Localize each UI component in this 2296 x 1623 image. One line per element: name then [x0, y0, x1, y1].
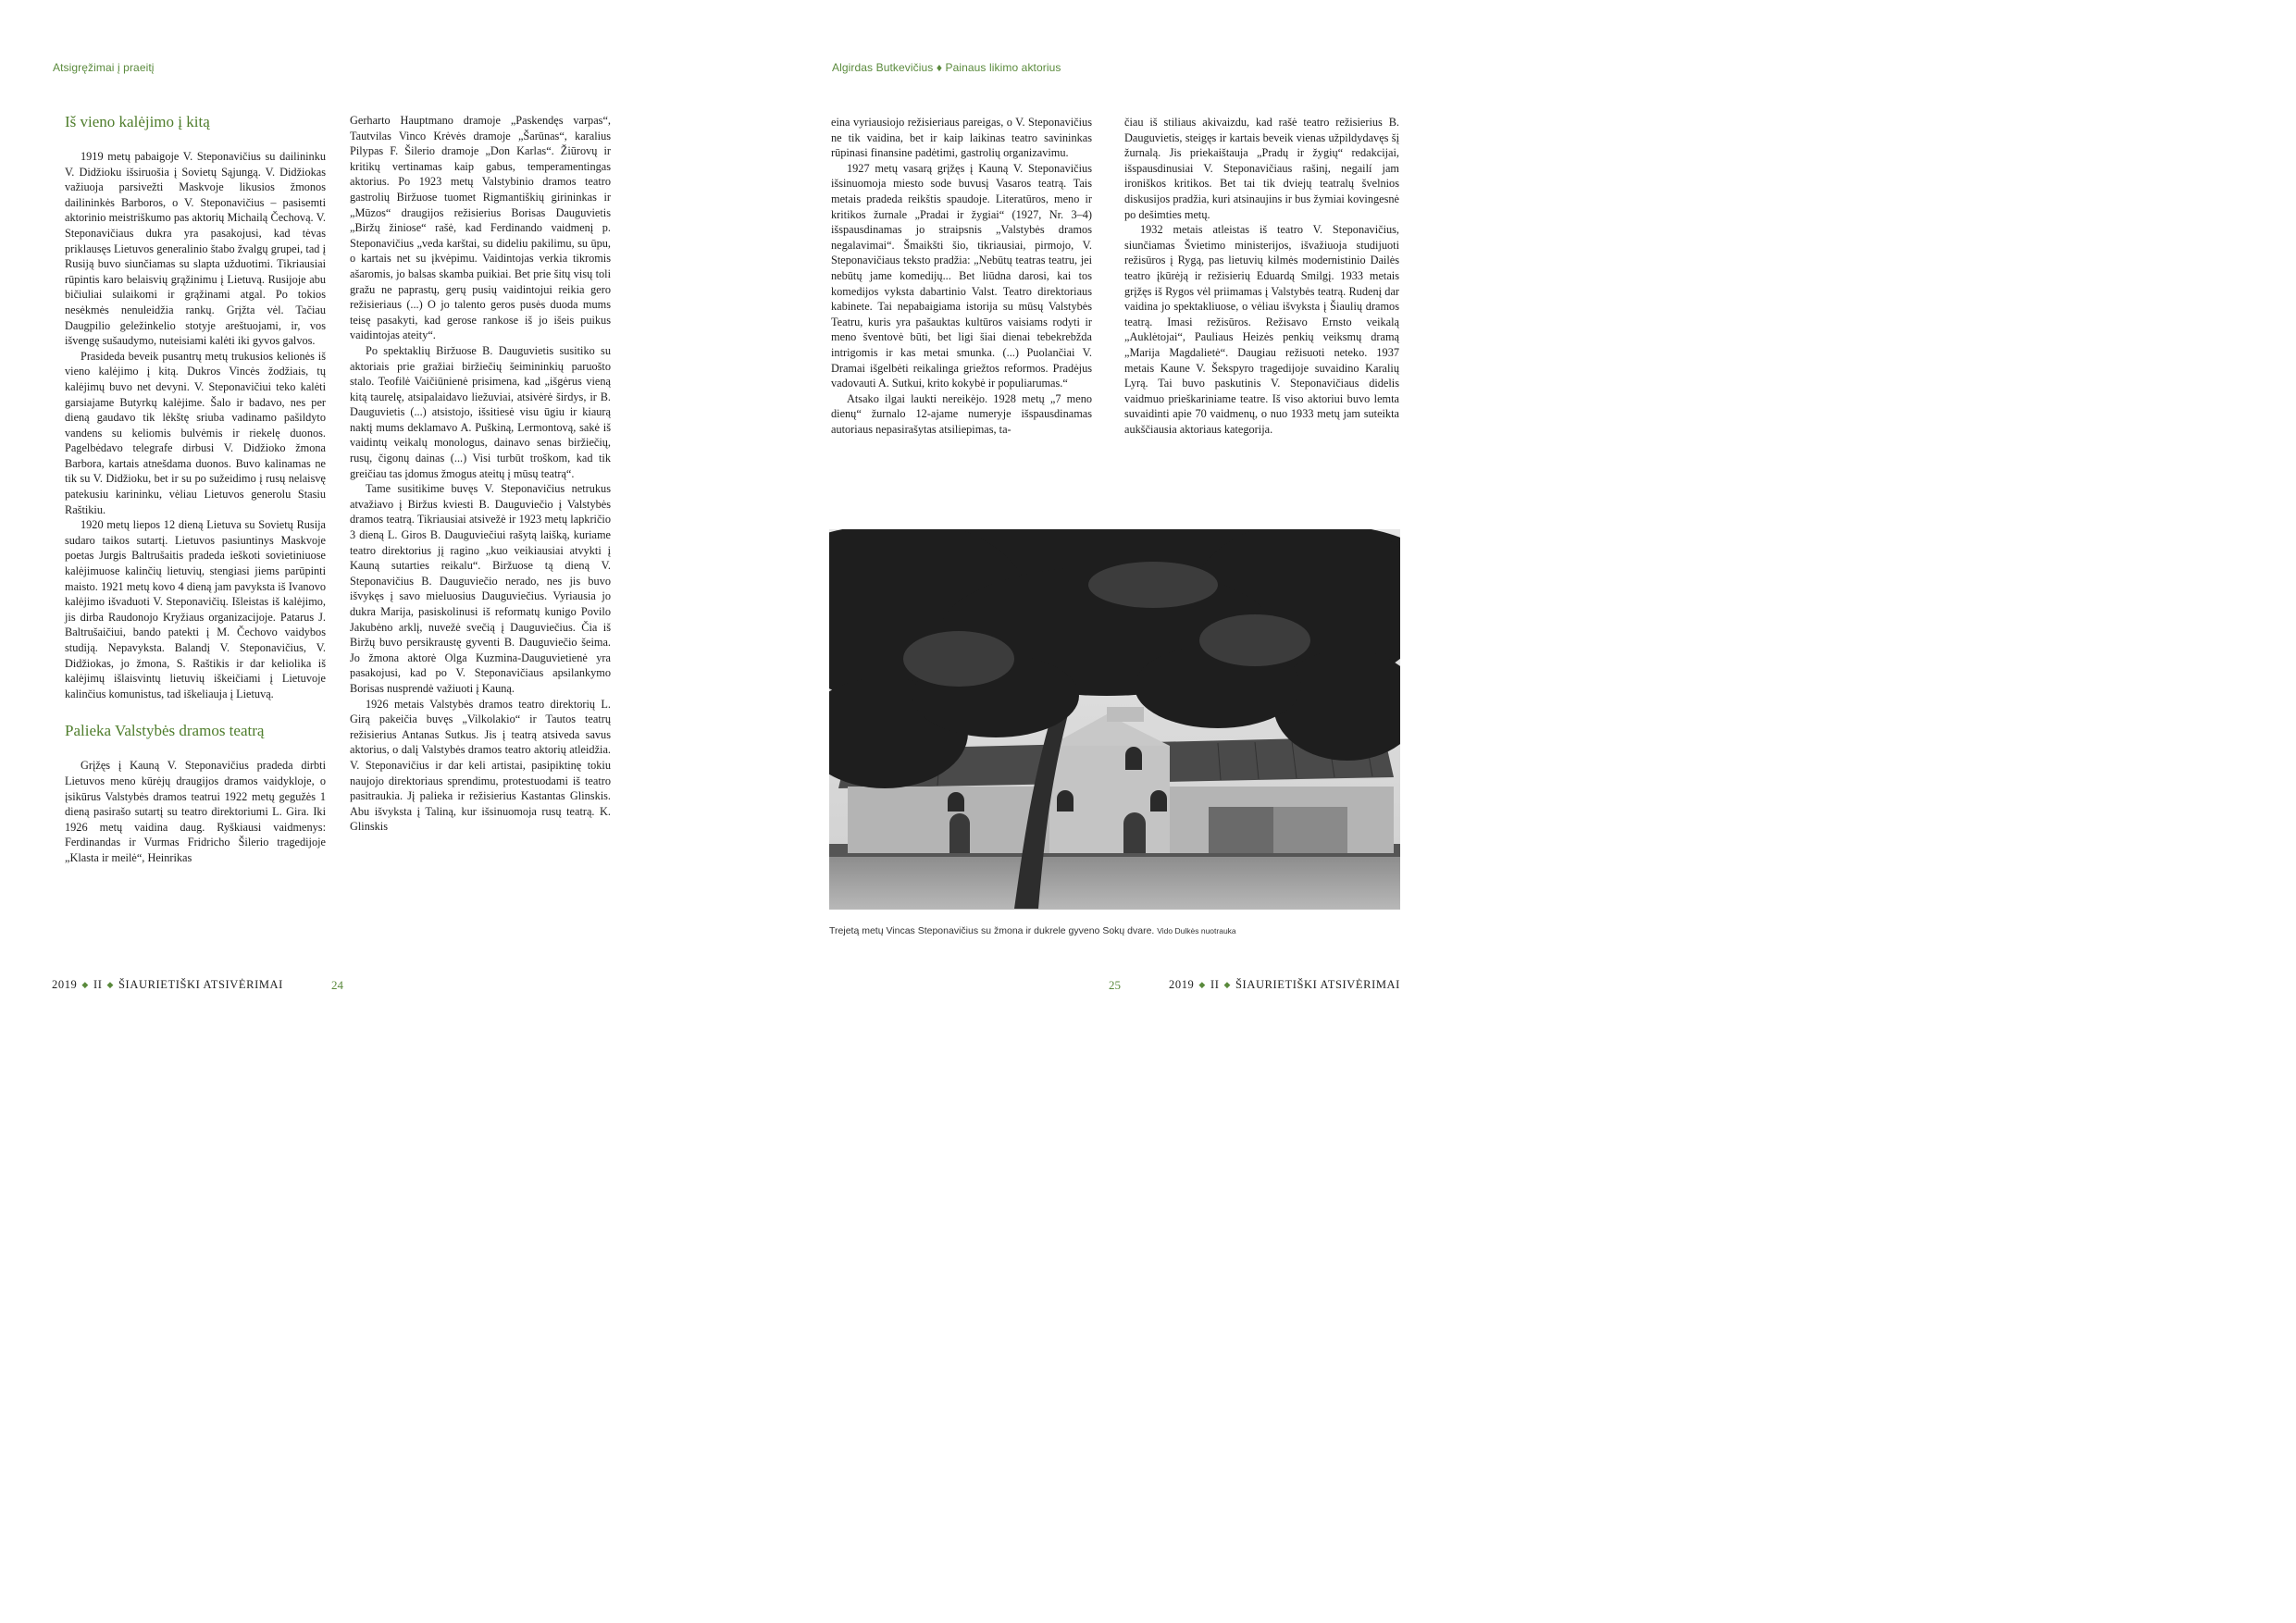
running-header-right: Algirdas Butkevičius ♦ Painaus likimo aktorius [832, 61, 1061, 74]
paragraph: 1932 metais atleistas iš teatro V. Steponavičius, siunčiamas Švietimo ministerijos, išvažiuoja studijuoti režisūros į Rygą, pas lietuvių kilmės modernistinio Dailės teatro įkūrėją ir režisierių Eduardą Smilgį. 1933 metais grįžęs iš Rygos vėl priimamas į Valstybės teatrą. Rudenį dar vaidina jo spektakliuose, o vėliau išvyksta į Šiaulių dramos teatrą. Imasi režisūros. Režisavo Ernsto veikalą „Auklėtojai“, Pauliaus Heizės penkių veiksmų dramą „Marija Magdalietė“. Daugiau režisuoti neteko. 1937 metais Kaune V. Šekspyro tragedijoje suvaidino Karalių Lyrą. Tai buvo paskutinis V. Steponavičiaus didelis vaidmuo prieškariniame teatre. Iš viso aktoriui buvo lemta suvaidinti apie 70 vaidmenų, o nuo 1933 metų jam suteikta aukščiausia aktoriaus kategorija. [1124, 223, 1399, 436]
text-column-2 [350, 113, 611, 835]
paragraph: Gerharto Hauptmano dramoje „Paskendęs varpas“, Tautvilas Vinco Krėvės dramoje „Šarūnas“, karalius Pilypas F. Šilerio dramoje „Don Karlas“. Žiūrovų ir kritikų vertinamas kaip gabus, temperamentingas aktorius. Po 1923 metų Valstybinio dramos teatro gastrolių Biržuose tuomet Rigmantiškių girininkas ir „Mūzos“ draugijos režisierius Borisas Dauguvietis „Biržų žiniose“ rašė, kad Ferdinando vaidmenį p. Steponavičius „veda karštai, su dideliu pakilimu, su ūpu, o kartais net su įkvėpimu. Vaidintojas verkia tikromis ašaromis, jo balsas skamba puikiai. Bet prie šitų visų toli gražu ne paprastų, gerų pusių vaidintojui reikia gero režisieriaus (...) O jo talento geros pusės duoda mums teisę pasakyti, kad gerose rankose iš jo išeis puikus vaidintojas ateity“. [350, 114, 611, 342]
caption-text: Trejetą metų Vincas Steponavičius su žmona ir dukrele gyveno Sokų dvare. [829, 925, 1155, 936]
footer-magazine-title: ŠIAURIETIŠKI ATSIVĖRIMAI [1235, 978, 1400, 991]
text-column-3 [831, 115, 1092, 437]
manor-photo-illustration [829, 529, 1400, 910]
section-heading-1: Iš vieno kalėjimo į kitą [65, 113, 210, 130]
paragraph: Grįžęs į Kauną V. Steponavičius pradeda dirbti Lietuvos meno kūrėjų draugijos dramos vaidykloje, o įsikūrus Valstybės dramos teatrui 1922 metų gegužės 1 dieną pasirašo sutartį su teatro direktoriumi L. Gira. Iki 1926 metų vaidina daug. Ryškiausi vaidmenys: Ferdinandas ir Vurmas Fridricho Šilerio tragedijoje „Klasta ir meilė“, Heinrikas [65, 759, 326, 864]
paragraph: eina vyriausiojo režisieriaus pareigas, o V. Steponavičius ne tik vaidina, bet ir kaip laikinas teatro savininkas rūpinasi finansine padėtimi, gastrolių organizavimu. [831, 116, 1092, 160]
photo-credit: Vido Dulkės nuotrauka [1157, 926, 1236, 935]
paragraph: 1926 metais Valstybės dramos teatro direktorių L. Girą pakeičia buvęs „Vilkolakio“ ir Tautos teatrų režisierius Antanas Sutkus. Jis į teatrą atsiveda savus aktorius, o dalį Valstybės dramos teatro aktorių atleidžia. V. Steponavičius ir dar keli artistai, pasipiktinę tokiu naujojo direktoriaus sprendimu, protestuodami iš teatro pasitraukia. Jį palieka ir režisierius Kastantas Glinskis. Abu išvyksta į Taliną, kur išsinuomoja rusų teatrą. K. Glinskis [350, 697, 611, 834]
manor-photo [829, 529, 1400, 910]
text-column-4 [1124, 115, 1399, 437]
footer-year: 2019 [1169, 978, 1195, 991]
paragraph: Tame susitikime buvęs V. Steponavičius netrukus atvažiavo į Biržus kviesti B. Dauguviečio į Valstybės dramos teatrą. Tikriausiai atsivežė ir 1923 metų lapkričio 3 dieną L. Giros B. Dauguviečiui rašytą laišką, kuriame teatro direktorius jį ragino „kuo veikiausiai atvykti į Kauną sutarties reikalu“. Biržuose tą dieną V. Steponavičius B. Dauguviečio nerado, nes jis buvo išvykęs į savo mieluosius Dauguviečius. Vyriausia jo dukra Marija, pasiskolinusi iš reformatų kunigo Povilo Jakubėno arklį, nuvežė svečią į Dauguviečius. Čia iš Biržų buvo persikraustę gyventi B. Dauguviečio šeima. Jo žmona aktorė Olga Kuzmina-Dauguvietienė yra pasakojusi, kad po V. Steponavičiaus apsilankymo Borisas nusprendė važiuoti į Kauną. [350, 482, 611, 695]
footer-left [52, 978, 283, 992]
diamond-icon: ◆ [1198, 980, 1206, 989]
paragraph: Atsako ilgai laukti nereikėjo. 1928 metų „7 meno dienų“ žurnalo 12-ajame numeryje išspausdinamas autoriaus nepasirašytas atsiliepimas, ta- [831, 391, 1092, 436]
paragraph: čiau iš stiliaus akivaizdu, kad rašė teatro režisierius B. Dauguvietis, steigęs ir kartais beveik vienas užpildydavęs šį žurnalą. Jis priekaištauja „Pradų ir žygių“ redakcijai, išspausdinusiai V. Steponavičiaus rašinį, negailí jam ironiškos kritikos. Bet tai tik dviejų teatralų švelnios diskusijos pradžia, kuri atsinaujins ir bus žymiai kovingesnė po dešimties metų. [1124, 116, 1399, 221]
section-heading-2: Palieka Valstybės dramos teatrą [65, 722, 265, 740]
paragraph: 1920 metų liepos 12 dieną Lietuva su Sovietų Rusija sudaro taikos sutartį. Lietuvos pasiuntinys Maskvoje poetas Jurgis Baltrušaitis pradeda ieškoti sovietiniuose kalėjimuose kalinčių lietuvių, stengiasi jiems parūpinti maisto. 1921 metų kovo 4 dieną jam pavyksta iš Ivanovo kalėjimo išvaduoti V. Steponavičių. Išleistas iš kalėjimo, jis dirba Raudonojo Kryžiaus organizacijoje. Patarus J. Baltrušaičiui, bando patekti į M. Čechovo vaidybos studiją. Nepavyksta. Balandį V. Steponavičius, V. Didžiokas, jo žmona, S. Raštikis ir dar keliolika iš kalėjimų išlaisvintų lietuvių iškeičiami į Lietuvoje kalinčius komunistus, tad iškeliauja į Lietuvą. [65, 518, 326, 700]
footer-magazine-title: ŠIAURIETIŠKI ATSIVĖRIMAI [118, 978, 283, 991]
diamond-icon: ◆ [106, 980, 114, 989]
paragraph: Prasideda beveik pusantrų metų trukusios kelionės iš vieno kalėjimo į kitą. Dukros Vincės žodžiais, tų kalėjimų buvo net devyni. V. Steponavičiui teko kalėti garsiajame Butyrkų kalėjime. Šalo ir badavo, nes per dieną gaudavo tik lėkštę sriuba vadinamo pašildyto vandens su keliomis bulvėmis ir riekelę duonos. Pagelbėdavo telegrafe dirbusi V. Didžioko žmona Barbora, kartais atnešdama duonos. Buvo kalinamas ne tik su V. Didžioku, bet ir su po sužeidimo į rusų nelaisvę patekusiu karininku, vėliau Lietuvos generolu Stasiu Raštikiu. [65, 349, 326, 516]
diamond-icon: ◆ [1223, 980, 1231, 989]
footer-issue: II [1210, 978, 1220, 991]
photo-caption [829, 925, 1236, 936]
running-header-left: Atsigręžimai į praeitį [53, 61, 155, 74]
footer-year: 2019 [52, 978, 78, 991]
footer-right [1169, 978, 1400, 992]
paragraph: 1927 metų vasarą grįžęs į Kauną V. Steponavičius išsinuomoja miesto sode buvusį Vasaros teatrą. Tais metais pradeda reikštis spaudoje. Literatūros, meno ir kritikos žurnale „Pradai ir žygiai“ (1927, Nr. 3–4) išspausdinamas jo straipsnis „Valstybės dramos negalavimai“. Šmaikšti šio, tikriausiai, pirmojo, V. Steponavičiaus teksto pradžia: „Nebūtų teatras teatru, jei nebūtų jame komedijų... Bet liūdna darosi, kai tos komedijos vyksta dabartinio Valst. Teatro direktoriaus kabinete. Tai nepabaigiama istorija su mūsų Valstybės Teatru, kuris yra pašauktas kultūros vaisiams rodyti ir meno šventovė būti, bet ligi šiai dienai tebekrebžda intrigomis ir kas metai smunka. (...) Puolančiai V. Dramai išgelbėti reikalinga griežtos reformos. Pradėjus vadovauti A. Sutkui, krito kokybė ir populiarumas.“ [831, 161, 1092, 390]
page-number-left: 24 [331, 978, 343, 992]
page-number-right: 25 [1109, 978, 1121, 992]
paragraph: 1919 metų pabaigoje V. Steponavičius su dailininku V. Didžioku išsiruošia į Sovietų Sąjungą. V. Didžiokas važiuoja parsivežti Maskvoje likusios žmonos dailininkės Barboros, o V. Steponavičius – pasisemti aktorinio meistriškumo pas aktorių Michailą Čechovą. V. Steponavičiaus dukra yra pasakojusi, kad tėvas priklausęs Lietuvos generalinio štabo žvalgų grupei, tad į Rusiją buvo siunčiamas su slapta užduotimi. Tikriausiai rūpintis karo belaisvių grąžinimu į Lietuvą. Rusijoje abu bičiuliai sulaikomi ir grąžinami atgal. Po tokios nesėkmės nenuleidžia rankų. Grįžta vėl. Tačiau Daugpilio geležinkelio stotyje areštuojami, ir, vos išvengę sušaudymo, nuteisiami kalėti iki gyvos galvos. [65, 150, 326, 348]
text-column-1 [65, 113, 326, 866]
diamond-icon: ◆ [81, 980, 89, 989]
paragraph: Po spektaklių Biržuose B. Dauguvietis susitiko su aktoriais prie gražiai biržiečių šeimininkių paruošto stalo. Teofilė Vaičiūnienė prisimena, kad „išgėrus vieną kitą taurelę, atsipalaidavo liežuviai, atsivėrė širdys, ir B. Dauguvietis (...) atsistojo, išsitiesė visu ūgiu ir kiaurą naktį mums deklamavo A. Puškiną, Lermontovą, sakė iš vaidintų veikalų monologus, dainavo senas biržiečių, rusų, čigonų dainas (...) Visi turbūt troškom, kad tik greičiau tas įdomus žmogus ateitų į mūsų teatrą“. [350, 343, 611, 480]
footer-issue: II [93, 978, 103, 991]
